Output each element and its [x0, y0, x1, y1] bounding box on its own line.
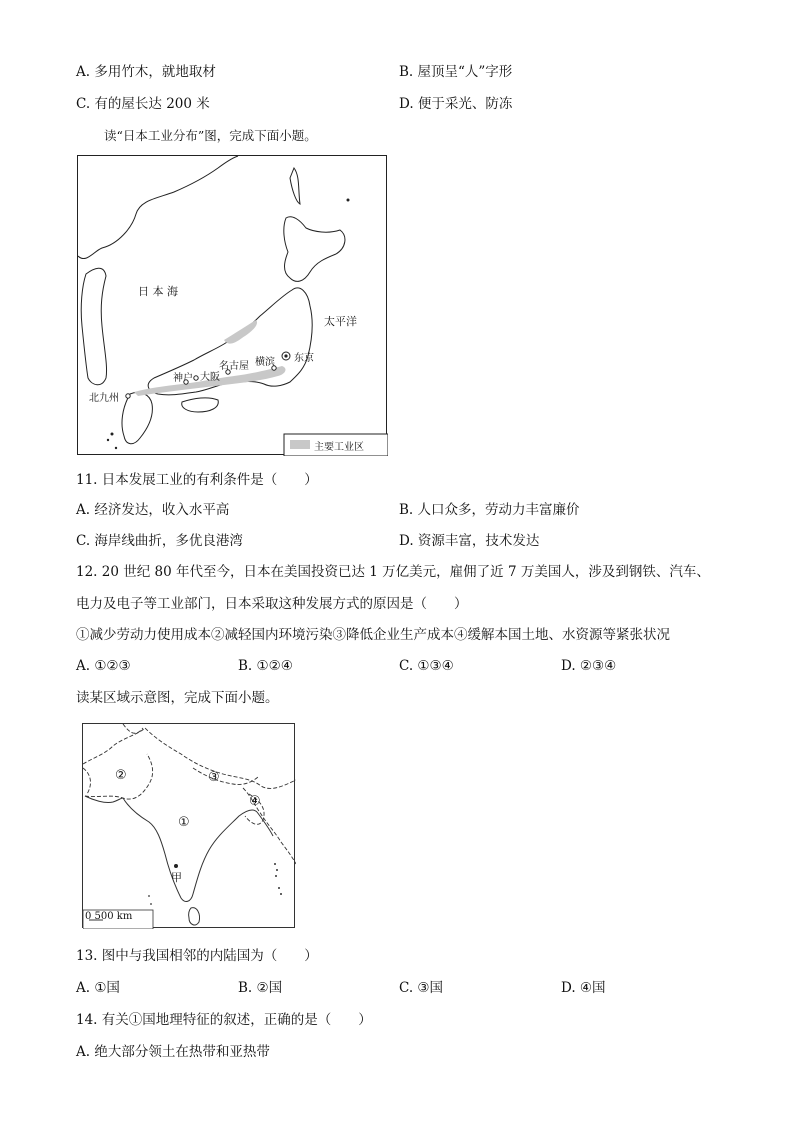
label-country-3: ③: [208, 770, 220, 785]
q10-option-c: C. 有的屋长达 200 米: [76, 96, 210, 112]
q13-option-a: A. ①国: [76, 980, 120, 996]
label-country-4: ④: [249, 794, 261, 809]
q11-option-d: D. 资源丰富，技术发达: [399, 533, 540, 549]
label-nagoya: 名古屋: [219, 361, 249, 372]
label-tokyo: 东京: [294, 353, 314, 364]
q10-option-b: B. 屋顶呈“人”字形: [399, 64, 513, 80]
label-yokohama: 横滨: [255, 357, 275, 368]
q12-option-a: A. ①②③: [76, 658, 131, 674]
q12-stem-line1: 12. 20 世纪 80 年代至今，日本在美国投资已达 1 万亿美元，雇佣了近 7 万美国人，涉及到钢铁、汽车、: [76, 564, 710, 580]
label-pacific-ocean: 太平洋: [324, 315, 357, 328]
japan-industry-map: [77, 155, 387, 455]
label-kitakyushu: 北九州: [89, 393, 119, 404]
label-city-jia: 甲: [171, 871, 182, 884]
intro-region: 读某区域示意图，完成下面小题。: [76, 690, 279, 706]
q10-option-a: A. 多用竹木，就地取材: [76, 64, 216, 80]
legend-label: 主要工业区: [314, 442, 364, 453]
label-country-2: ②: [115, 768, 127, 783]
q13-option-d: D. ④国: [561, 980, 606, 996]
q10-option-d: D. 便于采光、防冻: [399, 96, 513, 112]
label-osaka: 大阪: [200, 372, 220, 383]
label-sea-of-japan: 日 本 海: [138, 285, 178, 298]
city-jia-marker: [174, 864, 178, 868]
label-country-1: ①: [178, 815, 190, 830]
q12-option-d: D. ②③④: [561, 658, 617, 674]
q13-stem: 13. 图中与我国相邻的内陆国为（ ）: [76, 948, 318, 964]
scale-label: 0 500 km: [85, 911, 133, 922]
japan-map-drawing: [78, 156, 388, 456]
intro-japan: 读“日本工业分布”图，完成下面小题。: [104, 128, 317, 143]
q14-option-a: A. 绝大部分领土在热带和亚热带: [76, 1044, 270, 1060]
q12-option-c: C. ①③④: [399, 658, 454, 674]
region-map: [82, 723, 295, 928]
q14-stem: 14. 有关①国地理特征的叙述，正确的是（ ）: [76, 1012, 372, 1028]
q13-option-c: C. ③国: [399, 980, 444, 996]
label-kobe: 神户: [173, 373, 193, 384]
q12-option-b: B. ①②④: [238, 658, 293, 674]
q11-option-c: C. 海岸线曲折，多优良港湾: [76, 533, 243, 549]
q13-option-b: B. ②国: [238, 980, 283, 996]
q11-option-b: B. 人口众多，劳动力丰富廉价: [399, 502, 580, 518]
q11-stem: 11. 日本发展工业的有利条件是（ ）: [76, 472, 318, 488]
q12-items: ①减少劳动力使用成本②减轻国内环境污染③降低企业生产成本④缓解本国土地、水资源等紧张状况: [76, 627, 670, 643]
q12-stem-line2: 电力及电子等工业部门，日本采取这种发展方式的原因是（ ）: [76, 596, 468, 612]
q11-option-a: A. 经济发达，收入水平高: [76, 502, 230, 518]
